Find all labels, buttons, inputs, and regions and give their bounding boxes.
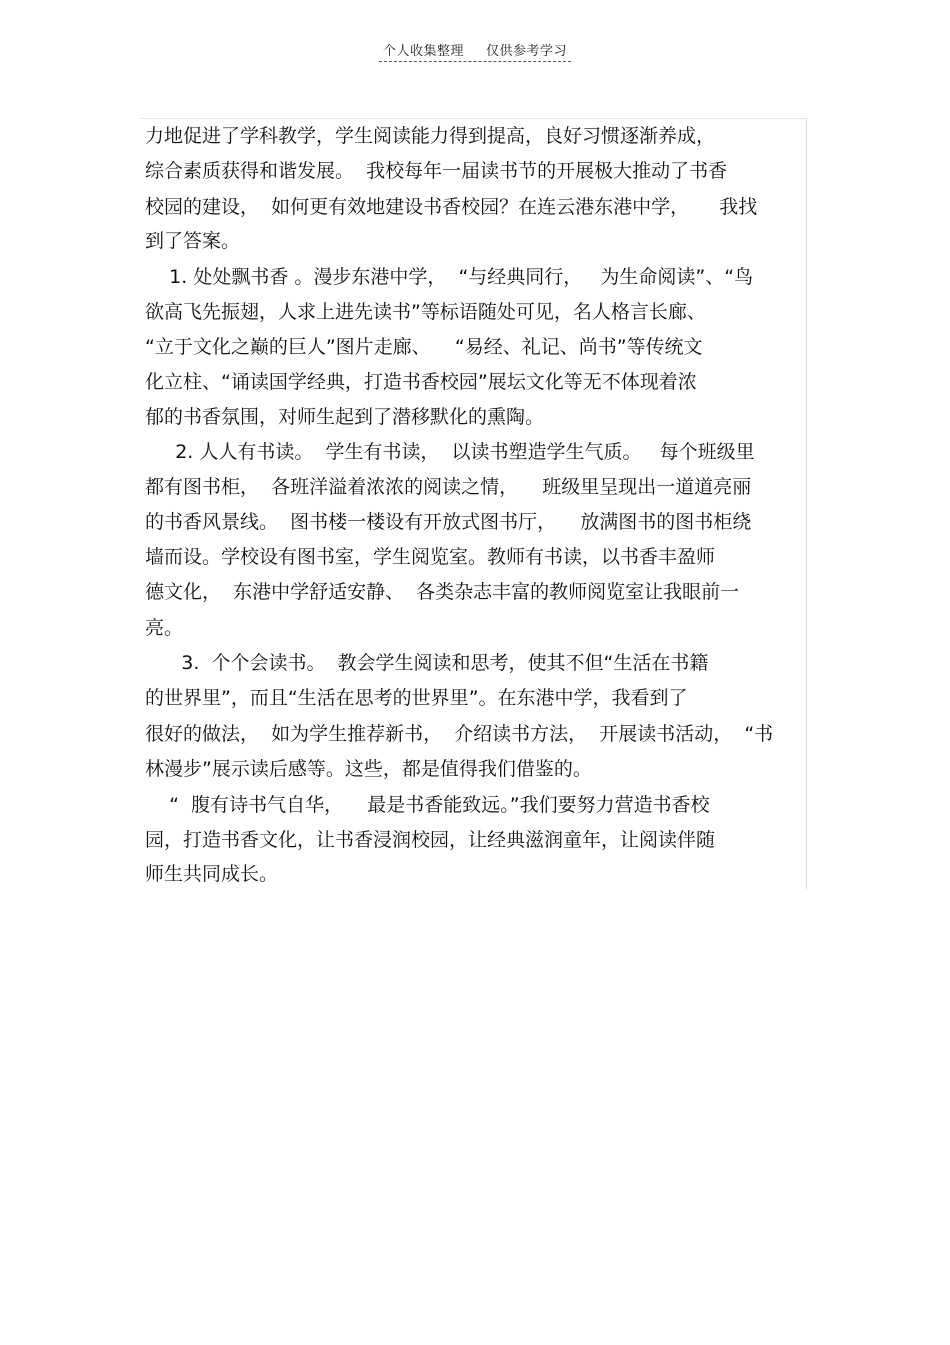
- text-line: 德文化， 东港中学舒适安静、 各类杂志丰富的教师阅览室让我眼前一: [145, 581, 740, 603]
- header-left-text: 个人收集整理: [382, 44, 464, 59]
- text-line: 校园的建设， 如何更有效地建设书香校园？在连云港东港中学， 我找: [145, 196, 758, 218]
- page-header: [0, 40, 950, 62]
- text-line: 都有图书柜， 各班洋溢着浓浓的阅读之情， 班级里呈现出一道道亮丽: [145, 476, 752, 498]
- text-line: 化立柱、“诵读国学经典，打造书香校园”展坛文化等无不体现着浓: [145, 371, 697, 393]
- text-line: “立于文化之巅的巨人”图片走廊、 “易经、礼记、尚书”等传统文: [145, 336, 703, 358]
- header-right-text: 仅供参考学习: [486, 44, 568, 59]
- text-line: 1. 处处飘书香 。漫步东港中学， “与经典同行， 为生命阅读”、“鸟: [145, 266, 754, 288]
- text-line: “ 腹有诗书气自华， 最是书香能致远。”我们要努力营造书香校: [145, 794, 710, 816]
- text-line: 的书香风景线。 图书楼一楼设有开放式图书厅， 放满图书的图书柜绕: [145, 511, 752, 533]
- header-note: [379, 40, 571, 62]
- text-line: 亮。: [145, 617, 184, 639]
- text-line: 力地促进了学科教学，学生阅读能力得到提高，良好习惯逐渐养成，: [145, 125, 716, 147]
- text-line: 很好的做法， 如为学生推荐新书， 介绍读书方法， 开展读书活动， “书: [145, 723, 774, 745]
- text-line: 墙而设。学校设有图书室，学生阅览室。教师有书读，以书香丰盈师: [145, 546, 716, 568]
- text-line: 师生共同成长。: [145, 863, 279, 885]
- document-body: [140, 118, 807, 889]
- text-line: 郁的书香氛围，对师生起到了潜移默化的熏陶。: [145, 406, 545, 428]
- text-line: 3. 个个会读书。 教会学生阅读和思考，使其不但“生活在书籍: [145, 652, 709, 674]
- text-line: 到了答案。: [145, 230, 241, 252]
- text-line: 林漫步”展示读后感等。这些，都是值得我们借鉴的。: [145, 758, 592, 780]
- text-line: 的世界里”，而且“生活在思考的世界里”。在东港中学，我看到了: [145, 687, 688, 709]
- text-line: 综合素质获得和谐发展。 我校每年一届读书节的开展极大推动了书香: [145, 160, 728, 182]
- text-line: 欲高飞先振翅，人求上进先读书”等标语随处可见，名人格言长廊、: [145, 301, 706, 323]
- text-line: 2. 人人有书读。 学生有书读， 以读书塑造学生气质。 每个班级里: [145, 441, 755, 463]
- text-line: 园，打造书香文化，让书香浸润校园，让经典滋润童年，让阅读伴随: [145, 829, 716, 851]
